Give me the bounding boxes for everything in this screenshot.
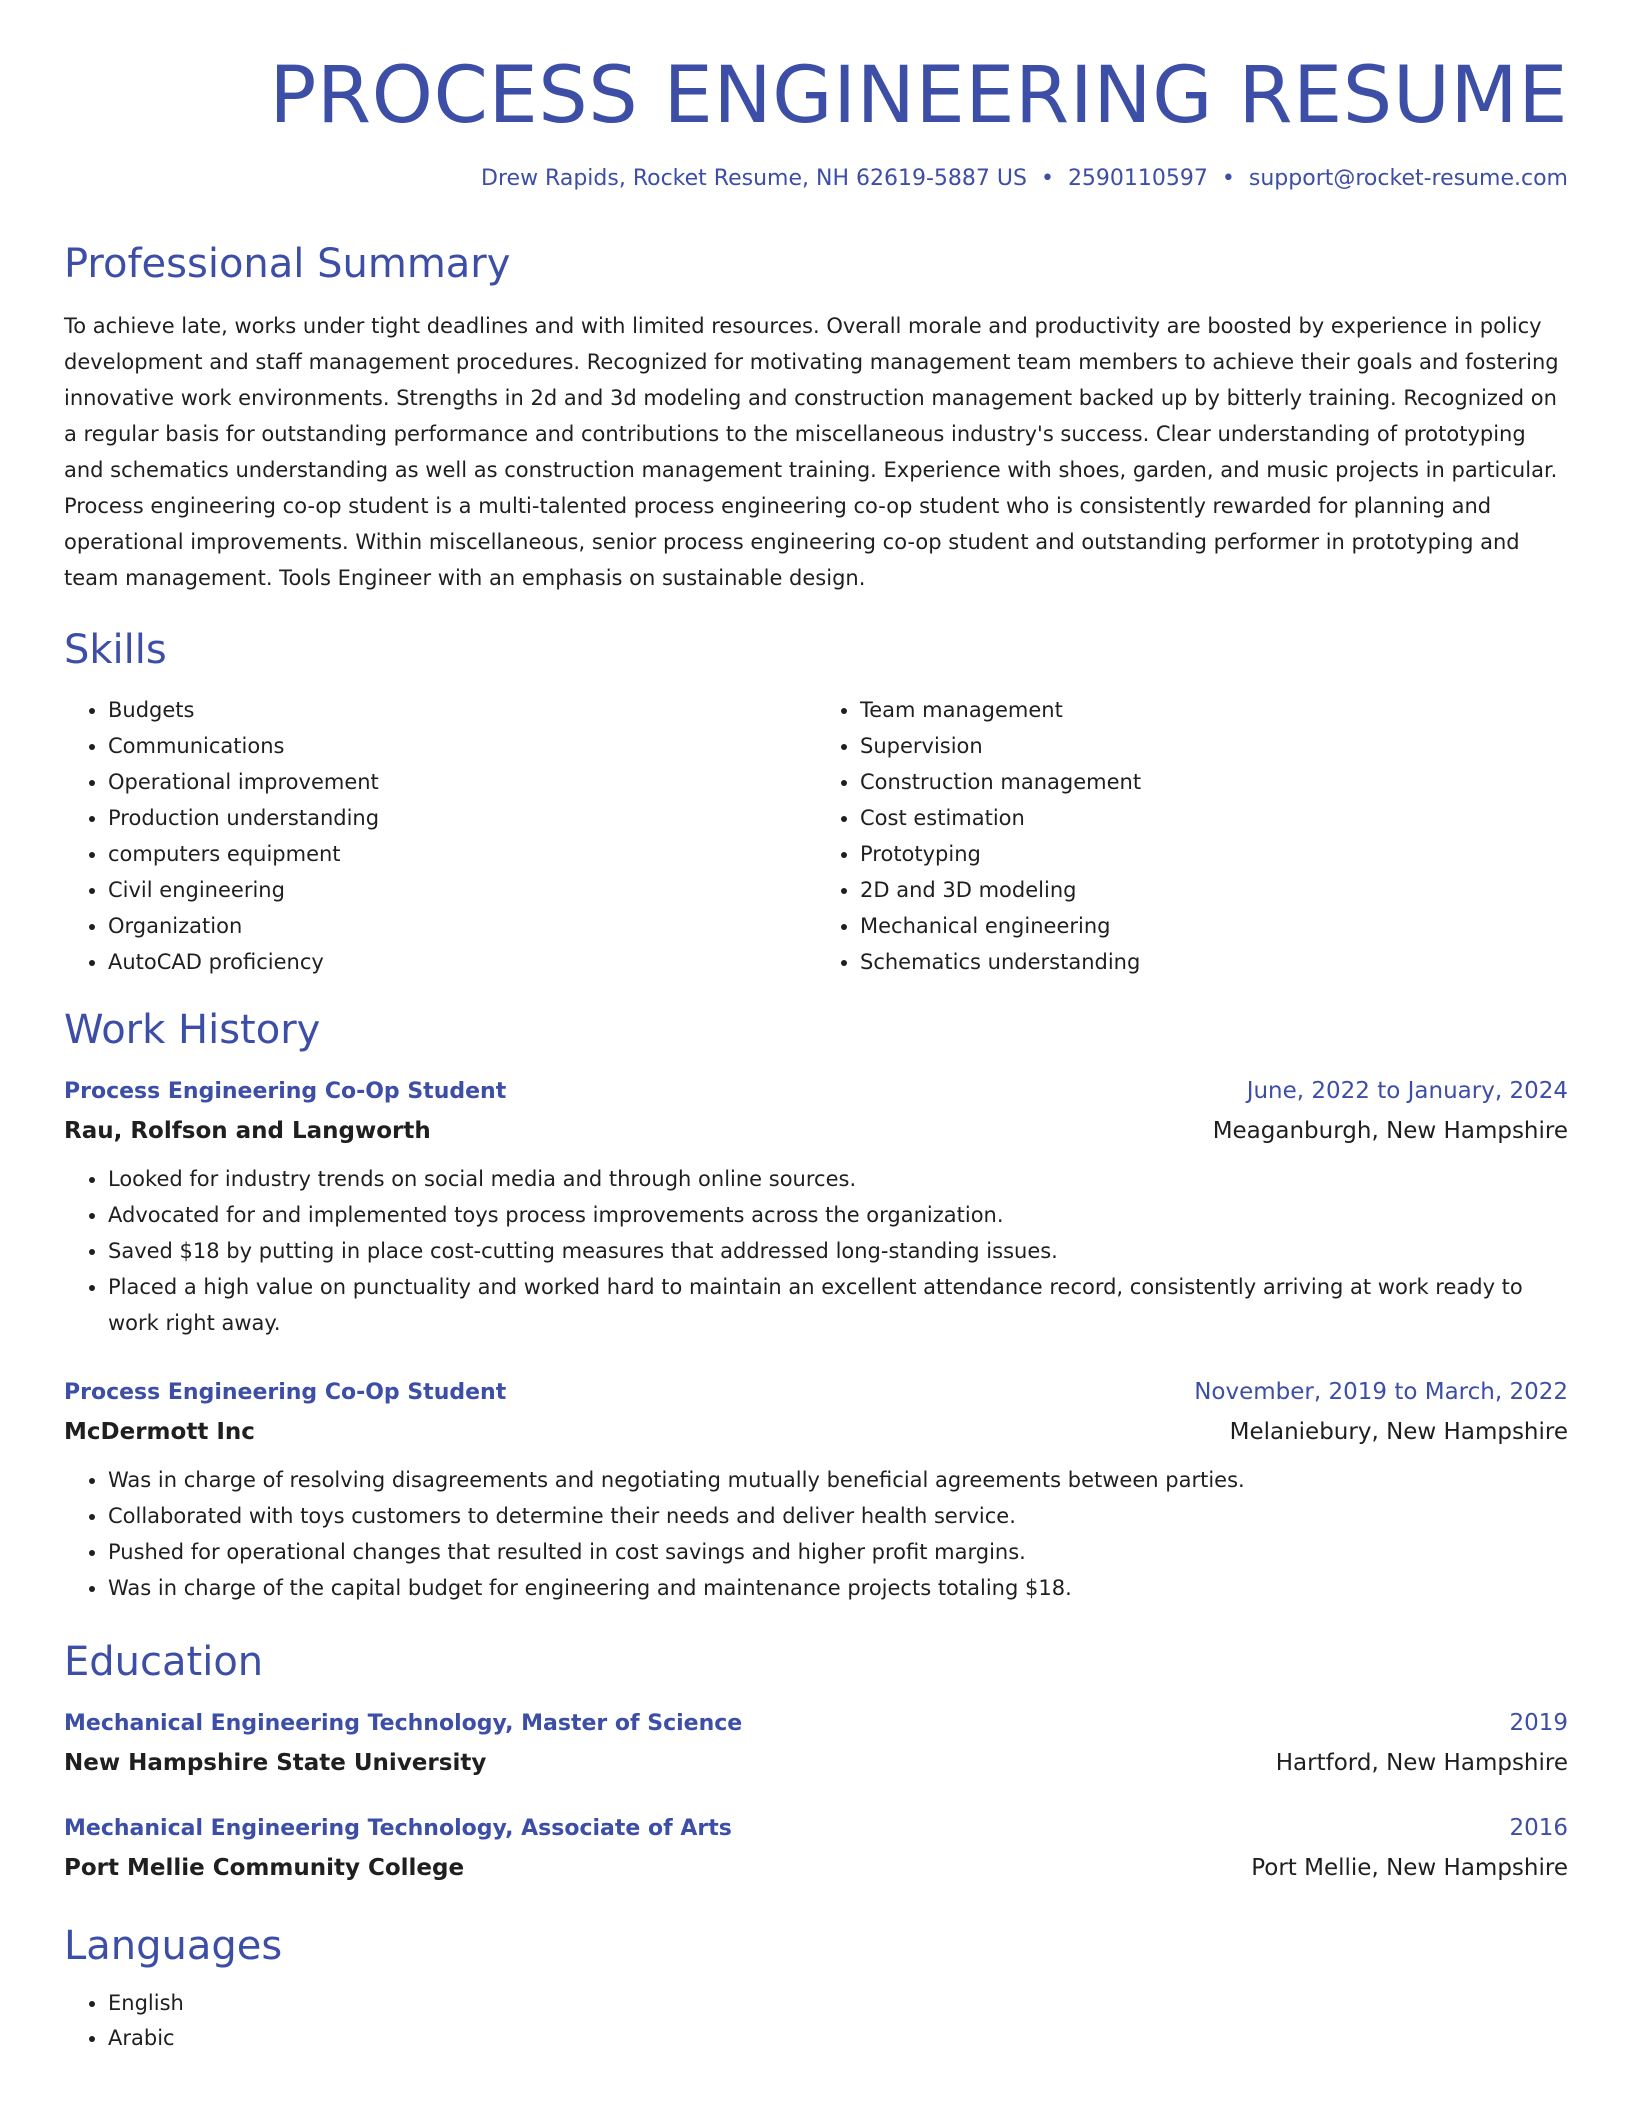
skills-grid (64, 692, 1568, 980)
skill-item: • Schematics understanding (860, 944, 1568, 980)
resume-title: PROCESS ENGINEERING RESUME (269, 51, 1568, 141)
skills-right-column (816, 692, 1568, 980)
job-location: Meaganburgh, New Hampshire (1212, 1118, 1568, 1145)
language-item: • English (108, 1986, 1568, 2021)
job-bullet: • Advocated for and implemented toys process improvements across the organization. (108, 1197, 1568, 1233)
school-location: Port Mellie, New Hampshire (1251, 1855, 1568, 1882)
degree: Mechanical Engineering Technology, Associate of Arts (64, 1816, 732, 1842)
job-entry (64, 1072, 1568, 1341)
skill-item: • Mechanical engineering (860, 908, 1568, 944)
skill-item: • Team management (860, 692, 1568, 728)
contact-separator: • (1221, 165, 1235, 191)
skill-item: • Organization (108, 908, 816, 944)
contact-line (64, 164, 1568, 195)
degree: Mechanical Engineering Technology, Master of Science (64, 1711, 743, 1737)
work-history-section (64, 1006, 1568, 1606)
skill-item: • 2D and 3D modeling (860, 872, 1568, 908)
education-entry (64, 1809, 1568, 1888)
job-bullet: • Looked for industry trends on social media and through online sources. (108, 1161, 1568, 1197)
summary-section (64, 240, 1568, 596)
job-dates: November, 2019 to March, 2022 (1194, 1379, 1568, 1406)
skill-item: • Cost estimation (860, 800, 1568, 836)
graduation-year: 2019 (1509, 1710, 1568, 1737)
skills-section (64, 626, 1568, 980)
languages-section (64, 1922, 1568, 2056)
job-company: Rau, Rolfson and Langworth (64, 1118, 431, 1145)
summary-heading: Professional Summary (64, 241, 511, 288)
skill-item: • Production understanding (108, 800, 816, 836)
education-heading: Education (64, 1639, 264, 1686)
work-history-heading: Work History (64, 1007, 321, 1054)
job-bullet: • Collaborated with toys customers to determine their needs and deliver health service. (108, 1498, 1568, 1534)
job-bullet: • Placed a high value on punctuality and worked hard to maintain an excellent attendance record, consistently arriving at work ready to work right away. (108, 1269, 1568, 1341)
job-bullets (64, 1161, 1568, 1341)
job-location: Melaniebury, New Hampshire (1229, 1419, 1568, 1446)
job-bullet: • Pushed for operational changes that resulted in cost savings and higher profit margins. (108, 1534, 1568, 1570)
education-section (64, 1638, 1568, 1888)
contact-address: Drew Rapids, Rocket Resume, NH 62619-5887 US (481, 165, 1027, 191)
skill-item: • Communications (108, 728, 816, 764)
skill-item: • computers equipment (108, 836, 816, 872)
job-title: Process Engineering Co-Op Student (64, 1380, 507, 1406)
job-bullet: • Was in charge of the capital budget for engineering and maintenance projects totaling $18. (108, 1570, 1568, 1606)
job-entry (64, 1373, 1568, 1606)
contact-separator: • (1040, 165, 1054, 191)
skill-item: • AutoCAD proficiency (108, 944, 816, 980)
education-entry (64, 1704, 1568, 1783)
summary-text: To achieve late, works under tight deadlines and with limited resources. Overall morale and productivity are boosted by experience in policy development and staff management procedures. Recognized for motivating management team members to achieve their goals and fostering innovative work environments. Strengths in 2d and 3d modeling and construction management backed up by bitterly training. Recognized on a regular basis for outstanding performance and contributions to the miscellaneous industry's success. Clear understanding of prototyping and schematics understanding as well as construction management training. Experience with shoes, garden, and music projects in particular. Process engineering co-op student is a multi-talented process engineering co-op student who is consistently rewarded for planning and operational improvements. Within miscellaneous, senior process engineering co-op student and outstanding performer in prototyping and team management. Tools Engineer with an emphasis on sustainable design. (64, 314, 1559, 591)
job-company: McDermott Inc (64, 1419, 255, 1446)
graduation-year: 2016 (1509, 1815, 1568, 1842)
skills-left-column (64, 692, 816, 980)
job-bullet: • Saved $18 by putting in place cost-cutting measures that addressed long-standing issues. (108, 1233, 1568, 1269)
job-bullets (64, 1462, 1568, 1606)
languages-list (64, 1986, 1568, 2056)
language-item: • Arabic (108, 2021, 1568, 2056)
school-name: New Hampshire State University (64, 1750, 487, 1777)
skill-item: • Supervision (860, 728, 1568, 764)
contact-email: support@rocket-resume.com (1248, 165, 1568, 191)
skill-item: • Operational improvement (108, 764, 816, 800)
job-title: Process Engineering Co-Op Student (64, 1079, 507, 1105)
skill-item: • Civil engineering (108, 872, 816, 908)
school-name: Port Mellie Community College (64, 1855, 465, 1882)
skills-heading: Skills (64, 627, 167, 674)
skill-item: • Construction management (860, 764, 1568, 800)
languages-heading: Languages (64, 1923, 283, 1970)
skill-item: • Prototyping (860, 836, 1568, 872)
job-bullet: • Was in charge of resolving disagreements and negotiating mutually beneficial agreements between parties. (108, 1462, 1568, 1498)
skill-item: • Budgets (108, 692, 816, 728)
contact-phone: 2590110597 (1067, 165, 1208, 191)
school-location: Hartford, New Hampshire (1275, 1750, 1568, 1777)
job-dates: June, 2022 to January, 2024 (1246, 1078, 1568, 1105)
